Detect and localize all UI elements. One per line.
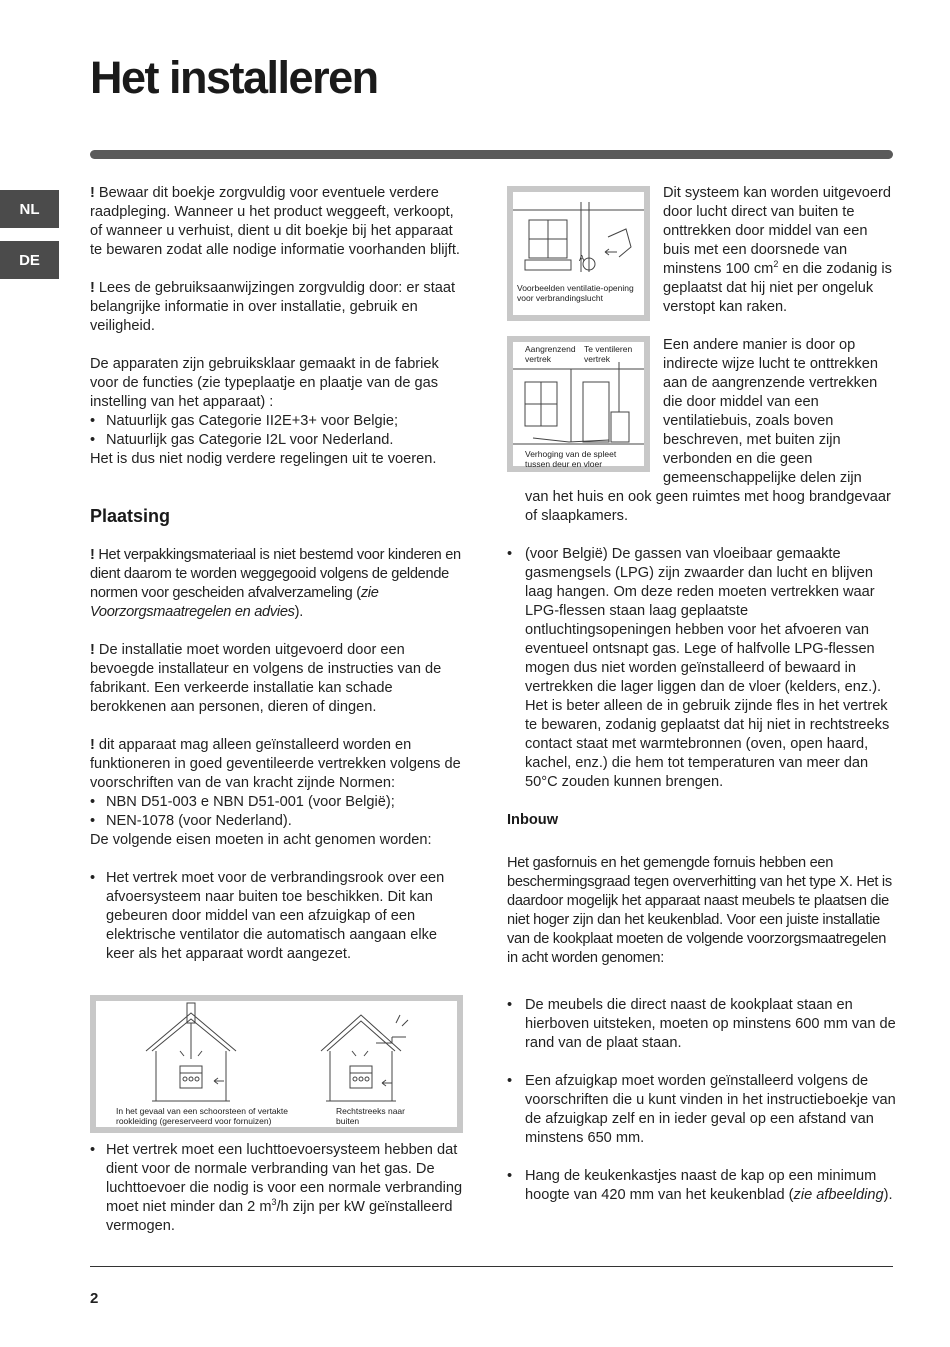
section-title-inbouw: Inbouw [507,812,559,828]
list-item: • De meubels die direct naast de kookplaat staan en hierboven uitsteken, moeten op minstens 600 mm van de rand van de plaat staan. [507,996,897,1053]
right-column-beside-figures [663,184,895,488]
paragraph-factory-ready: De apparaten zijn gebruiksklaar gemaakt in de fabriek voor de functies (zie typeplaatje en plaatje van de gas instelling van het apparaat) : [90,356,439,410]
figure-exhaust-systems [90,995,463,1133]
requirements-list-2 [90,1141,468,1236]
section-title-plaatsing: Plaatsing [90,506,171,526]
figure-caption-chimney: In het gevaal van een schoorsteen of vertakte rookleiding (gereserveerd voor fornuizen) [116,1106,289,1126]
list-item: • Het vertrek moet voor de verbrandingsrook over een afvoersysteem naar buiten toe beschikken. Dit kan gebeuren door middel van een afzuigkap of een elektrische ventilator die automatisch aangaan elke keer als het apparaat wordt aangezet. [90,869,468,964]
gas-category-list [90,412,468,450]
figure-label-ventilate: Te ventileren vertrek [584,344,633,364]
list-item: • Het vertrek moet een luchttoevoersysteem hebben dat dient voor de normale verbranding van het gas. De luchttoevoer die nodig is voor een normale verbranding moet niet minder dan 2 $m^3/h$ zijn per kW geïnstalleerd vermogen. [90,1141,468,1236]
footer-rule [90,1266,893,1267]
list-item: • (voor België) De gassen van vloeibaar gemaakte gasmengsels (LPG) zijn zwaarder dan lucht en blijven laag hangen. Om deze reden moeten vertrekken waar LPG-flessen staan laag geplaatste ontluchtingsopeningen hebben voor het afvoeren van eventueel ontsnapt gas. Lege of halfvolle LPG-flessen mogen dus niet worden geïnstalleerd of bewaard in vertrekken die lager liggen dan de vloer (kelders, enz.). Het is beter alleen de in gebruik zijnde fles in het vertrek te bewaren, zodanig geplaatst dat hij niet in rechtstreeks contact staat met warmtebronnen (oven, open haard, kachel, enz.) die hem tot temperaturen van meer dan 50°C zouden kunnen brengen. [507,545,897,792]
norms-list [90,793,468,831]
paragraph-indirect-air-cont: van het huis en ook geen ruimtes met hoog brandgevaar of slaapkamers. [525,489,891,524]
figure-adjacent-room [507,336,650,472]
lpg-list [507,545,897,792]
right-column [507,488,897,1205]
paragraph-packaging: ! Het verpakkingsmateriaal is niet bestemd voor kinderen en dient daarom te worden weggegooid volgens de geldende normen voor gescheiden afvalverzameling (zie Voorzorgsmaatregelen en advies). [90,547,461,620]
title-rule [90,150,893,159]
paragraph-no-adjustment: Het is dus niet nodig verdere regelingen uit te voeren. [90,451,437,467]
paragraph-installer: ! De installatie moet worden uitgevoerd door een bevoegde installateur en volgens de instructies van de fabrikant. Een verkeerde installatie kan schade berokkenen aan personen, dieren of dingen. [90,642,442,715]
list-item: • NBN D51-003 e NBN D51-001 (voor België); [90,793,468,812]
list-item: • Natuurlijk gas Categorie I2L voor Nederland. [90,431,468,450]
tab-de[interactable]: DE [0,241,59,279]
inbouw-list [507,996,897,1205]
page-title: Het installeren [90,52,378,103]
paragraph-keep-booklet: ! Bewaar dit boekje zorgvuldig voor eventuele verdere raadpleging. Wanneer u het product weggeeft, verkoopt, of wanneer u verhuist, dient u dit boekje bij het apparaat te bewaren zodat alle nodige informatie voorhanden blijft. [90,185,460,258]
figure-caption-ventilation: Voorbeelden ventilatie-opening voor verbrandingslucht [517,283,634,303]
left-column [90,184,468,964]
figure-label-a: A [579,254,585,263]
list-item: • Een afzuigkap moet worden geïnstalleerd volgens de voorschriften die u kunt vinden in het instructieboekje van de afzuigkap zelf en in ieder geval op een afstand van minstens 650 mm. [507,1072,897,1148]
tab-nl[interactable]: NL [0,190,59,228]
paragraph-read-instructions: ! Lees de gebruiksaanwijzingen zorgvuldig door: er staat belangrijke informatie in over installatie, gebruik en veiligheid. [90,280,456,334]
paragraph-inbouw: Het gasfornuis en het gemengde fornuis hebben een beschermingsgraad tegen oververhitting van het type X. Het is daardoor mogelijk het apparaat naast meubels te plaatsen die niet hoger zijn dan het keukenblad. Voor een juiste installatie van de kookplaat moeten de volgende voorzorgsmaatregelen in acht worden genomen: [507,855,892,966]
paragraph-requirements: De volgende eisen moeten in acht genomen worden: [90,832,432,848]
requirements-list-1 [90,869,468,964]
left-column-bottom [90,1141,468,1236]
list-item: • NEN-1078 (voor Nederland). [90,812,468,831]
figure-caption-direct: Rechtstreeks naar buiten [336,1106,405,1126]
list-item: • Hang de keukenkastjes naast de kap op een minimum hoogte van 420 mm van het keukenblad (zie afbeelding). [507,1167,897,1205]
paragraph-direct-air: Dit systeem kan worden uitgevoerd door lucht direct van buiten te onttrekken door middel van een buis met een doorsnede van minstens 100 $cm^2$ en die zodanig is geplaatst dat hij niet per ongeluk verstopt kan raken. [663,185,892,315]
figure-ventilation-opening [507,186,650,321]
paragraph-ventilation-norms: ! dit apparaat mag alleen geïnstalleerd worden en funktioneren in goed geventileerde vertrekken volgens de voorschriften van de van kracht zijnde Normen: [90,737,461,791]
figure-label-adjacent: Aangrenzend vertrek [525,344,576,364]
list-spacer [507,1053,897,1072]
paragraph-indirect-air: Een andere manier is door op indirecte wijze lucht te onttrekken aan de aangrenzende vertrekken die door middel van een ventilatiebuis, zoals boven beschreven, met buiten zijn verbonden en die geen gemeenschappelijke delen zijn [663,337,878,486]
figure-caption-door-gap: Verhoging van de spleet tussen deur en vloer [525,449,617,469]
list-item: • Natuurlijk gas Categorie II2E+3+ voor Belgie; [90,412,468,431]
list-spacer [507,1148,897,1167]
page-number: 2 [90,1290,99,1307]
